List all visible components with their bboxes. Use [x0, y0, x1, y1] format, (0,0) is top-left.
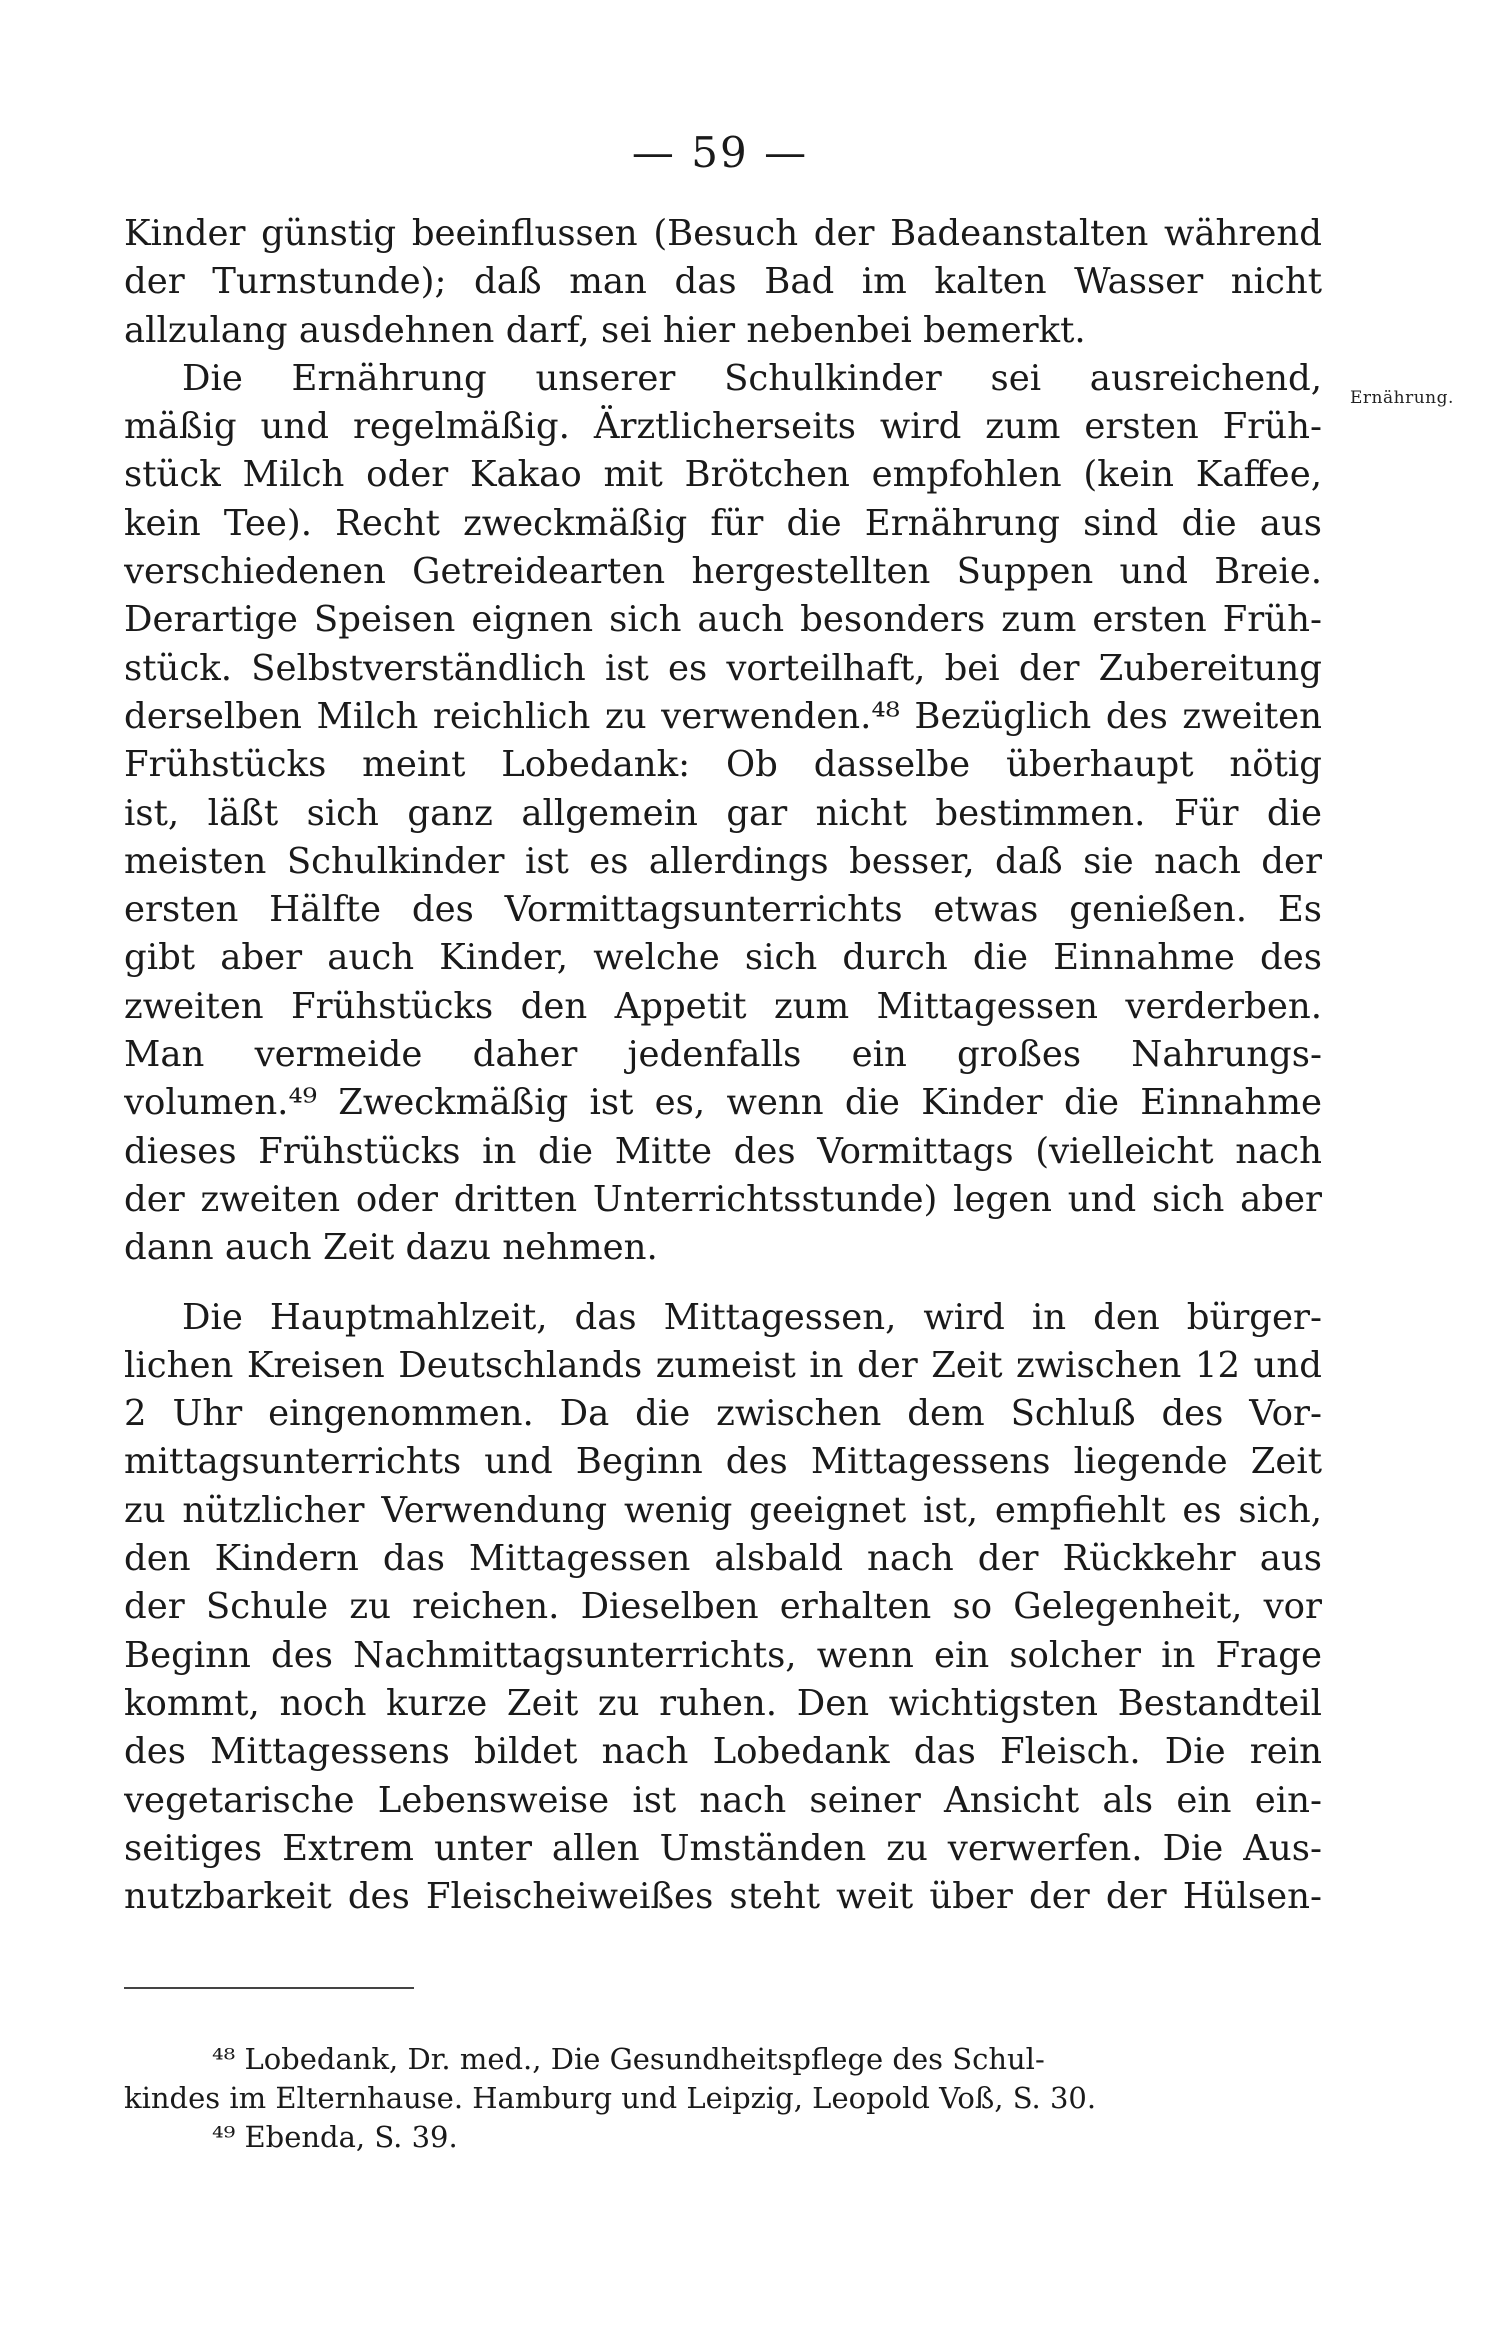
text-line: zweiten Frühstücks den Appetit zum Mittagessen verderben. — [124, 985, 1322, 1027]
text-line: der zweiten oder dritten Unterrichtsstunde) legen und sich aber — [124, 1178, 1322, 1220]
text-line: kommt, noch kurze Zeit zu ruhen. Den wichtigsten Bestandteil — [124, 1682, 1322, 1724]
text-line: kein Tee). Recht zweckmäßig für die Ernährung sind die aus — [124, 502, 1322, 544]
text-line: Derartige Speisen eignen sich auch besonders zum ersten Früh- — [124, 599, 1322, 641]
text-line: dann auch Zeit dazu nehmen. — [124, 1227, 658, 1269]
text-line: derselben Milch reichlich zu verwenden.⁴⁸ Bezüglich des zweiten — [124, 695, 1322, 737]
text-line: Frühstücks meint Lobedank: Ob dasselbe überhaupt nötig — [124, 744, 1322, 786]
text-line: Man vermeide daher jedenfalls ein großes Nahrungs- — [124, 1034, 1322, 1076]
text-line: ist, läßt sich ganz allgemein gar nicht bestimmen. Für die — [124, 792, 1322, 834]
paragraph-gap — [124, 1273, 1322, 1294]
text-line: des Mittagessens bildet nach Lobedank das Fleisch. Die rein — [124, 1731, 1322, 1773]
text-line: lichen Kreisen Deutschlands zumeist in der Zeit zwischen 12 und — [124, 1344, 1322, 1386]
body-text — [124, 210, 1322, 1921]
text-line: Die Hauptmahlzeit, das Mittagessen, wird in den bürger- — [182, 1296, 1322, 1338]
text-line: mittagsunterrichts und Beginn des Mittagessens liegende Zeit — [124, 1441, 1322, 1483]
page-number: — 59 — — [631, 128, 809, 177]
text-line: meisten Schulkinder ist es allerdings besser, daß sie nach der — [124, 840, 1322, 882]
text-line: stück. Selbstverständlich ist es vorteilhaft, bei der Zubereitung — [124, 647, 1322, 689]
footnotes — [124, 2040, 1322, 2157]
footnote-49: ⁴⁹ Ebenda, S. 39. — [212, 2120, 458, 2154]
text-line: seitiges Extrem unter allen Umständen zu verwerfen. Die Aus- — [124, 1827, 1322, 1869]
text-line: der Turnstunde); daß man das Bad im kalten Wasser nicht — [124, 261, 1322, 303]
text-line: den Kindern das Mittagessen alsbald nach der Rückkehr aus — [124, 1538, 1322, 1580]
text-line: Die Ernährung unserer Schulkinder sei ausreichend, — [182, 357, 1322, 399]
text-line: vegetarische Lebensweise ist nach seiner Ansicht als ein ein- — [124, 1779, 1322, 1821]
text-line: 2 Uhr eingenommen. Da die zwischen dem Schluß des Vor- — [124, 1393, 1322, 1435]
text-line: mäßig und regelmäßig. Ärztlicherseits wird zum ersten Früh- — [124, 406, 1322, 448]
text-line: Beginn des Nachmittagsunterrichts, wenn ein solcher in Frage — [124, 1634, 1322, 1676]
text-line: Kinder günstig beeinflussen (Besuch der Badeanstalten während — [124, 213, 1322, 254]
text-line: stück Milch oder Kakao mit Brötchen empfohlen (kein Kaffee, — [124, 454, 1322, 496]
text-line: ersten Hälfte des Vormittagsunterrichts etwas genießen. Es — [124, 889, 1322, 931]
text-line: verschiedenen Getreidearten hergestellten Suppen und Breie. — [124, 551, 1322, 593]
text-line: allzulang ausdehnen darf, sei hier nebenbei bemerkt. — [124, 309, 1086, 351]
footnote-separator — [124, 1987, 414, 1989]
text-line: gibt aber auch Kinder, welche sich durch die Einnahme des — [124, 937, 1322, 979]
text-line: volumen.⁴⁹ Zweckmäßig ist es, wenn die Kinder die Einnahme — [124, 1082, 1322, 1124]
text-line: dieses Frühstücks in die Mitte des Vormittags (vielleicht nach — [124, 1130, 1322, 1172]
footnote-48: ⁴⁸ Lobedank, Dr. med., Die Gesundheitspflege des Schul- — [212, 2042, 1045, 2076]
text-line: nutzbarkeit des Fleischeiweißes steht weit über der der Hülsen- — [124, 1876, 1322, 1918]
footnote-48-continuation: kindes im Elternhause. Hamburg und Leipzig, Leopold Voß, S. 30. — [124, 2081, 1097, 2115]
text-line: der Schule zu reichen. Dieselben erhalten so Gelegenheit, vor — [124, 1586, 1322, 1628]
text-line: zu nützlicher Verwendung wenig geeignet ist, empfiehlt es sich, — [124, 1489, 1322, 1531]
margin-note: Ernährung. — [1350, 388, 1454, 408]
